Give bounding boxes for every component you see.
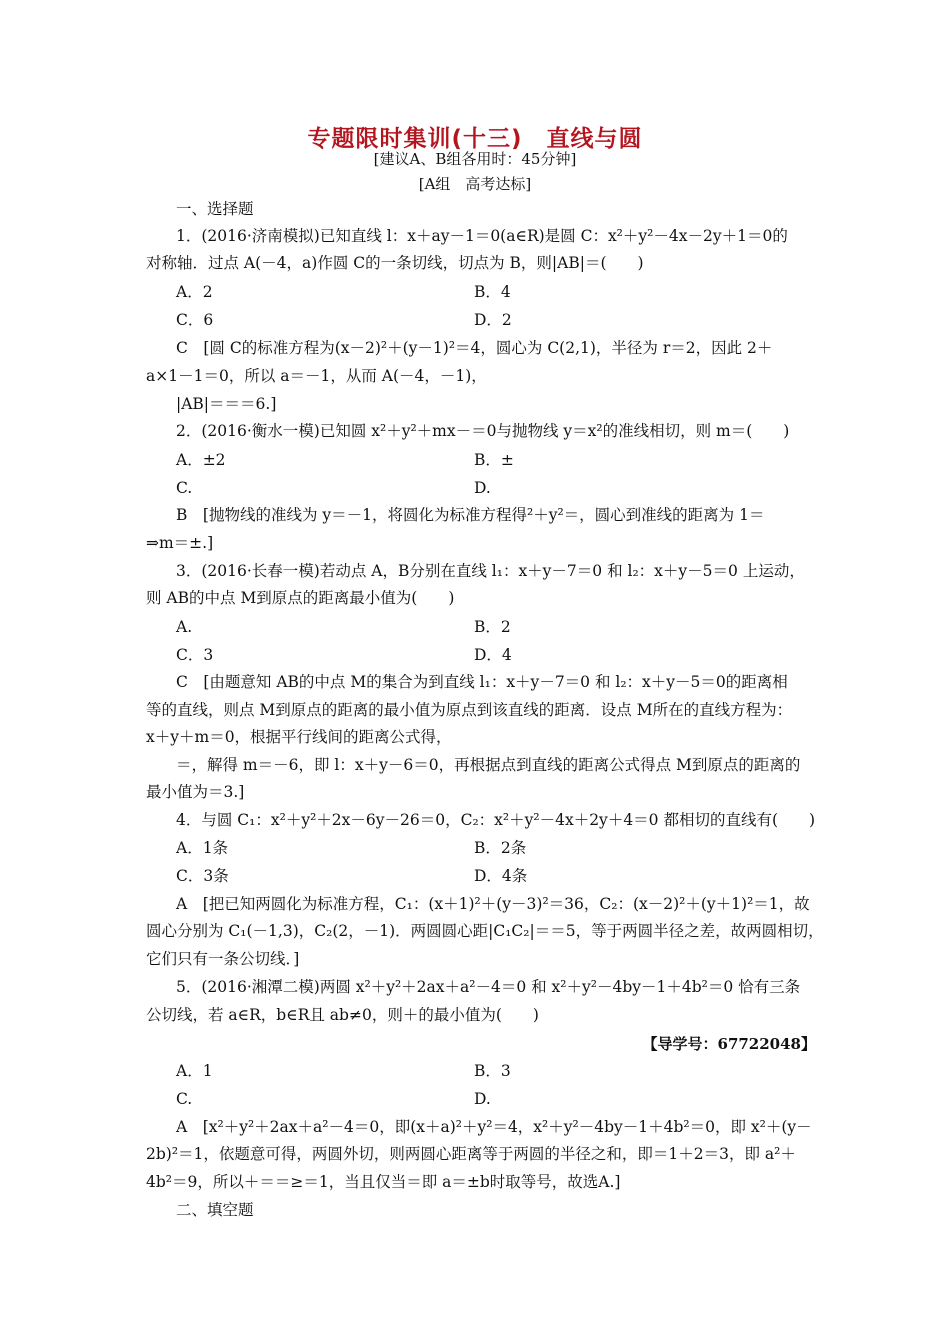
q1-answer-line-2: a×1－1＝0，所以 a＝－1，从而 A(－4，－1)， — [146, 367, 487, 385]
q3-answer-line-3: x＋y＋m＝0，根据平行线间的距离公式得， — [146, 728, 452, 746]
question-3-line-2: 则 AB的中点 M到原点的距离最小值为( ) — [146, 589, 455, 607]
question-2-line-1: 2．(2016·衡水一模)已知圆 x²＋y²＋mx－＝0与抛物线 y＝x²的准线相切，则 m＝( ) — [176, 422, 790, 440]
q2-option-a: A．±2 — [176, 451, 226, 469]
q4-answer-line-2: 圆心分别为 C₁(－1,3)，C₂(2，－1)．两圆圆心距|C₁C₂|＝＝5，等于两圆半径之差，故两圆相切， — [146, 922, 824, 940]
q4-option-b: B．2条 — [474, 839, 527, 857]
question-5-line-1: 5．(2016·湘潭二模)两圆 x²＋y²＋2ax＋a²－4＝0 和 x²＋y²－4by－1＋4b²＝0 恰有三条 — [176, 978, 801, 996]
q4-answer-line-1: A [把已知两圆化为标准方程，C₁：(x＋1)²＋(y－3)²＝36，C₂：(x－2)²＋(y＋1)²＝1，故 — [176, 895, 810, 913]
q3-answer-line-5: 最小值为＝3.] — [146, 783, 245, 801]
question-3-line-1: 3．(2016·长春一模)若动点 A，B分别在直线 l₁：x＋y－7＝0 和 l₂：x＋y－5＝0 上运动， — [176, 562, 805, 580]
guide-code: 【导学号：67722048】 — [642, 1035, 816, 1053]
q2-option-c: C. — [176, 479, 193, 497]
q4-option-d: D．4条 — [474, 867, 528, 885]
time-suggestion: [建议A、B组各用时：45分钟] — [373, 150, 577, 168]
q1-option-b: B．4 — [474, 283, 511, 301]
q2-answer-line-2: ⇒m＝±.] — [146, 534, 214, 552]
question-1-line-2: 对称轴．过点 A(－4，a)作圆 C的一条切线，切点为 B，则|AB|＝( ) — [146, 254, 644, 272]
q3-option-a: A. — [176, 618, 193, 636]
question-4-line-1: 4．与圆 C₁：x²＋y²＋2x－6y－26＝0，C₂：x²＋y²－4x＋2y＋4＝0 都相切的直线有( ) — [176, 811, 816, 829]
q5-option-b: B．3 — [474, 1062, 511, 1080]
page-title: 专题限时集训(十三) 直线与圆 — [307, 126, 643, 152]
q1-answer-line-1: C [圆 C的标准方程为(x－2)²＋(y－1)²＝4，圆心为 C(2,1)，半径为 r＝2，因此 2＋ — [176, 339, 773, 357]
q3-option-d: D．4 — [474, 646, 512, 664]
q1-option-a: A．2 — [176, 283, 213, 301]
section-heading-choice: 一、选择题 — [176, 200, 254, 218]
q1-option-d: D．2 — [474, 311, 512, 329]
group-label: [A组 高考达标] — [418, 175, 532, 193]
q3-option-b: B．2 — [474, 618, 511, 636]
q1-answer-line-3: |AB|＝＝＝6.] — [176, 395, 277, 413]
q2-answer-line-1: B [抛物线的准线为 y＝－1，将圆化为标准方程得²＋y²＝，圆心到准线的距离为 1＝ — [176, 506, 765, 524]
question-1-line-1: 1．(2016·济南模拟)已知直线 l：x＋ay－1＝0(a∈R)是圆 C：x²＋y²－4x－2y＋1＝0的 — [176, 227, 788, 245]
q1-option-c: C．6 — [176, 311, 214, 329]
q2-option-b: B．± — [474, 451, 514, 469]
q2-option-d: D. — [474, 479, 491, 497]
q5-answer-line-3: 4b²＝9，所以＋＝＝≥＝1，当且仅当＝即 a＝±b时取等号，故选A.] — [146, 1173, 621, 1191]
q4-answer-line-3: 它们只有一条公切线．] — [146, 950, 300, 968]
q3-answer-line-4: ＝，解得 m＝－6，即 l：x＋y－6＝0，再根据点到直线的距离公式得点 M到原点的距离的 — [176, 756, 801, 774]
q5-option-a: A．1 — [176, 1062, 213, 1080]
q3-answer-line-1: C [由题意知 AB的中点 M的集合为到直线 l₁：x＋y－7＝0 和 l₂：x＋y－5＝0的距离相 — [176, 673, 788, 691]
q5-option-d: D. — [474, 1090, 491, 1108]
q3-option-c: C．3 — [176, 646, 214, 664]
section-heading-fill: 二、填空题 — [176, 1201, 254, 1219]
q5-option-c: C. — [176, 1090, 193, 1108]
q3-answer-line-2: 等的直线，则点 M到原点的距离的最小值为原点到该直线的距离．设点 M所在的直线方程为： — [146, 701, 793, 719]
q4-option-a: A．1条 — [176, 839, 229, 857]
q5-answer-line-2: 2b)²＝1，依题意可得，两圆外切，则两圆心距离等于两圆的半径之和，即＝1＋2＝3，即 a²＋ — [146, 1145, 796, 1163]
question-5-line-2: 公切线，若 a∈R，b∈R且 ab≠0，则＋的最小值为( ) — [146, 1006, 539, 1024]
q5-answer-line-1: A [x²＋y²＋2ax＋a²－4＝0，即(x＋a)²＋y²＝4，x²＋y²－4by－1＋4b²＝0，即 x²＋(y－ — [176, 1118, 812, 1136]
q4-option-c: C．3条 — [176, 867, 229, 885]
